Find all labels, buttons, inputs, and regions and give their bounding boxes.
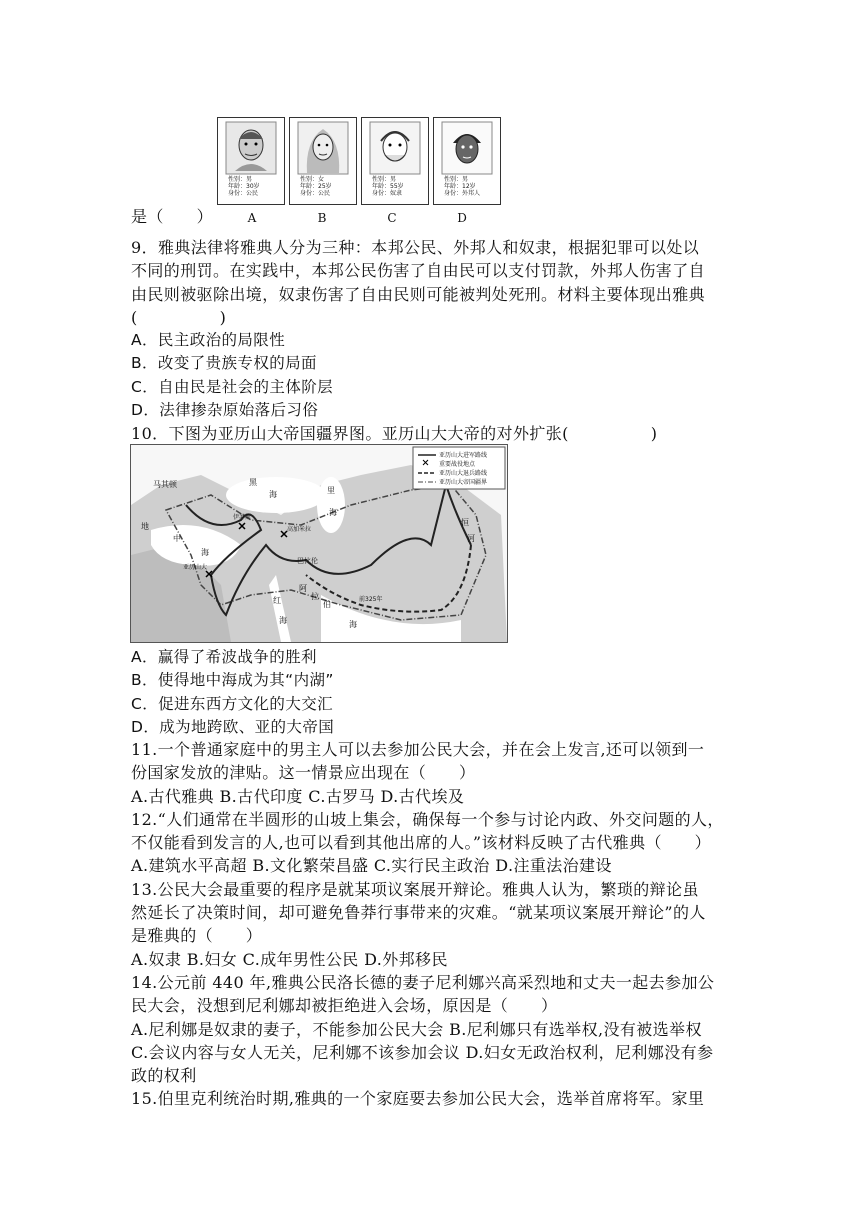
- card-d-gender: 性别：男: [444, 176, 469, 183]
- q9-line: ( ): [131, 307, 227, 327]
- card-a-age: 年龄：30岁: [228, 183, 260, 190]
- q9-option-c: C．自由民是社会的主体阶层: [131, 377, 334, 396]
- q14-options: A.尼利娜是奴隶的妻子，不能参加公民大会 B.尼利娜只有选举权,没有被选举权: [131, 1019, 702, 1039]
- map-drawing: [131, 445, 507, 642]
- q9-line: 9．雅典法律将雅典人分为三种：本邦公民、外邦人和奴隶，根据犯罪可以处以: [131, 238, 700, 257]
- q14-options: C.会议内容与女人无关，尼利娜不该参加会议 D.妇女无政治权利，尼利娜没有参: [131, 1042, 714, 1062]
- card-b-status: 身份：公民: [300, 190, 331, 197]
- card-letter-c: C: [387, 211, 397, 225]
- map-label-gaugamela: 高加米拉: [287, 526, 312, 533]
- map-label: 海: [349, 620, 357, 629]
- q8-portrait-figure: [217, 117, 501, 205]
- q8-card-letters: [217, 211, 507, 225]
- card-b-gender: 性别：女: [300, 176, 325, 183]
- card-c-status: 身份：奴隶: [372, 190, 403, 197]
- portrait-card-a: [217, 117, 285, 205]
- card-c-age: 年龄：55岁: [372, 183, 404, 190]
- q11-line: 份国家发放的津贴。这一情景应出现在（ ）: [131, 763, 476, 783]
- map-label: 阿: [299, 584, 307, 593]
- q13-line: 13.公民大会最重要的程序是就某项议案展开辩论。雅典人认为，繁琐的辩论虽: [131, 879, 699, 899]
- card-d-status: 身份：外邦人: [444, 190, 481, 197]
- map-label-issus: 伊苏斯: [233, 514, 252, 521]
- legend-battle-site: 重要战役地点: [439, 461, 476, 468]
- questions-11-15: [131, 738, 724, 1111]
- map-label: 黑: [249, 478, 257, 487]
- portrait-boy-icon: [441, 121, 493, 175]
- q14-line: 14.公元前 440 年,雅典公民洛长德的妻子尼利娜兴高采烈地和丈夫一起去参加公: [131, 972, 715, 992]
- map-label: 河: [467, 534, 475, 543]
- card-a-gender: 性别：男: [228, 176, 253, 183]
- portrait-woman-icon: [297, 121, 349, 175]
- map-label: 海: [269, 490, 277, 499]
- map-label: 中: [173, 534, 181, 543]
- q9-option-a: A．民主政治的局限性: [131, 331, 286, 350]
- card-b-age: 年龄：25岁: [300, 183, 332, 190]
- q10-stem: 10．下图为亚历山大帝国疆界图。亚历山大大帝的对外扩张( ): [131, 424, 658, 443]
- map-label: 伯: [323, 600, 331, 609]
- map-label: 地: [141, 522, 149, 531]
- q13-options: A.奴隶 B.妇女 C.成年男性公民 D.外邦移民: [131, 949, 448, 969]
- q12-options: A.建筑水平高超 B.文化繁荣昌盛 C.实行民主政治 D.注重法治建设: [131, 856, 612, 876]
- map-label-macedonia: 马其顿: [153, 480, 177, 489]
- map-label: 拉: [311, 592, 319, 601]
- map-label: 海: [279, 616, 287, 625]
- map-label: 海: [329, 508, 337, 517]
- card-letter-b: B: [317, 211, 327, 225]
- card-letter-d: D: [457, 211, 467, 225]
- portrait-old-man-icon: [369, 121, 421, 175]
- q12-line: 12.“人们通常在半圆形的山坡上集会，确保每一个参与讨论内政、外交问题的人，: [131, 809, 724, 829]
- portrait-card-d: [433, 117, 501, 205]
- map-label: 海: [201, 548, 209, 557]
- card-letter-a: A: [247, 211, 257, 225]
- question-9: [131, 236, 705, 422]
- portrait-man-icon: [225, 121, 277, 175]
- q14-options: 政的权利: [131, 1066, 197, 1086]
- card-a-status: 身份：公民: [228, 190, 259, 197]
- map-label: 里: [327, 486, 335, 495]
- legend-advance-route: 亚历山大进军路线: [439, 452, 488, 459]
- q13-line: 是雅典的（ ）: [131, 926, 263, 946]
- map-label: 恒: [461, 518, 469, 527]
- q10-option-b: B．使得地中海成为其“内湖”: [131, 671, 334, 690]
- q9-line: 不同的刑罚。在实践中，本邦公民伤害了自由民可以支付罚款，外邦人伤害了自: [131, 261, 706, 281]
- map-label-325bc: 前325年: [359, 596, 383, 603]
- q10-option-c: C．促进东西方文化的大交汇: [131, 694, 334, 713]
- q10-option-a: A．赢得了希波战争的胜利: [131, 648, 317, 666]
- q11-options: A.古代雅典 B.古代印度 C.古罗马 D.古代埃及: [131, 786, 465, 806]
- card-d-age: 年龄：12岁: [444, 183, 476, 190]
- card-c-gender: 性别：男: [372, 176, 397, 183]
- portrait-card-c: [361, 117, 429, 205]
- legend-retreat-route: 亚历山大退兵路线: [439, 470, 488, 477]
- portrait-card-b: [289, 117, 357, 205]
- map-label: 红: [273, 596, 281, 605]
- q10-options: [131, 646, 334, 739]
- q11-line: 11.一个普通家庭中的男主人可以去参加公民大会，并在会上发言,还可以领到一: [131, 740, 705, 759]
- alexander-empire-map: [130, 444, 508, 643]
- q9-line: 由民则被驱除出境，奴隶伤害了自由民则可能被判处死刑。材料主要体现出雅典: [131, 284, 706, 304]
- q9-option-b: B．改变了贵族专权的局面: [131, 354, 317, 373]
- q10-option-d: D．成为地跨欧、亚的大帝国: [131, 717, 335, 736]
- legend-empire-border: 亚历山大帝国疆界: [439, 479, 488, 486]
- q13-line: 然延长了决策时间，却可避免鲁莽行事带来的灾难。“就某项议案展开辩论”的人: [131, 903, 706, 923]
- q9-option-d: D．法律掺杂原始落后习俗: [131, 401, 319, 420]
- q8-stem-tail: 是（ ）: [131, 207, 214, 226]
- q12-line: 不仅能看到发言的人,也可以看到其他出席的人。”该材料反映了古代雅典（ ）: [131, 833, 712, 853]
- map-label-alexandria: 亚历山大: [183, 564, 208, 571]
- map-label-babylon: 巴比伦: [297, 557, 318, 565]
- q15-line: 15.伯里克利统治时期,雅典的一个家庭要去参加公民大会，选举首席将军。家里: [131, 1089, 705, 1109]
- q14-line: 民大会，没想到尼利娜却被拒绝进入会场，原因是（ ）: [131, 996, 558, 1016]
